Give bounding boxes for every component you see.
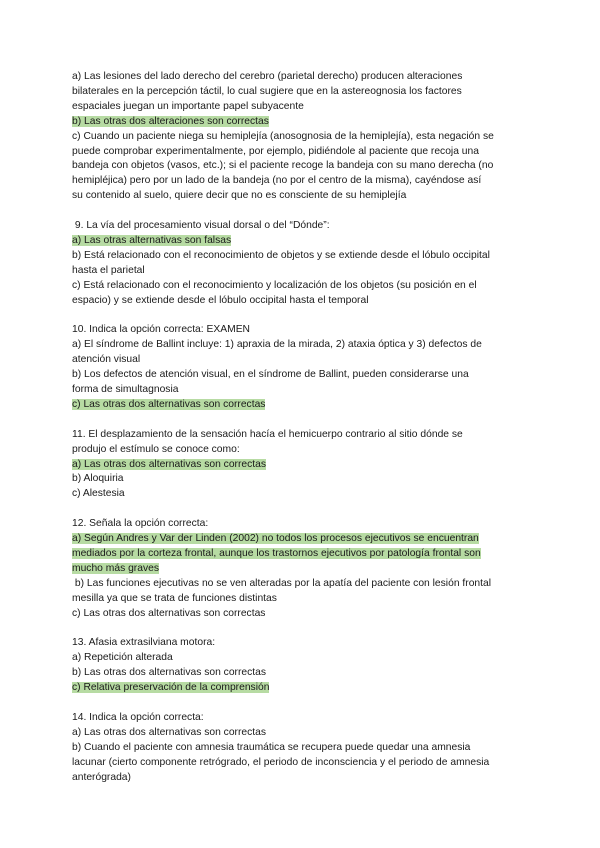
text-line [72,726,532,741]
question-block [72,517,532,621]
text-line [72,85,532,100]
line-text: hasta el parietal [72,264,145,276]
text-line [72,651,532,666]
line-text: a) El síndrome de Ballint incluye: 1) apraxia de la mirada, 2) ataxia óptica y 3) defectos de [72,339,482,351]
line-text: lacunar (cierto componente retrógrado, el periodo de inconsciencia y el periodo de amnesia [72,756,490,768]
correct-answer-highlight: mediados por la corteza frontal, aunque los trastornos ejecutivos por patología frontal son [72,547,481,559]
line-text: b) Aloquiria [72,473,124,485]
highlighted-answer-line [72,532,532,547]
text-line [72,174,532,189]
text-line [72,517,532,532]
correct-answer-highlight: b) Las otras dos alteraciones son correctas [72,115,269,127]
highlighted-answer-line [72,115,532,130]
text-line [72,472,532,487]
correct-answer-highlight: c) Relativa preservación de la comprensión [72,682,270,694]
line-text: su contenido al suelo, quiere decir que no es consciente de su hemiplejía [72,190,407,202]
line-text: b) Cuando el paciente con amnesia traumática se recupera puede quedar una amnesia [72,741,471,753]
line-text: a) Las lesiones del lado derecho del cerebro (parietal derecho) producen alteraciones [72,71,463,82]
text-line [72,264,532,279]
text-line [72,249,532,264]
line-text: b) Está relacionado con el reconocimiento de objetos y se extiende desde el lóbulo occipital [72,249,490,261]
highlighted-answer-line [72,547,532,562]
line-text: c) Está relacionado con el reconocimiento y localización de los objetos (su posición en el [72,279,477,291]
highlighted-answer-line [72,562,532,577]
question-block [72,428,532,503]
question-block [72,323,532,412]
text-line [72,428,532,443]
text-line [72,279,532,294]
line-text: 11. El desplazamiento de la sensación hacía el hemicuerpo contrario al sitio dónde se [72,428,463,440]
text-line [72,592,532,607]
text-line [72,130,532,145]
text-line [72,323,532,338]
correct-answer-highlight: a) Las otras alternativas son falsas [72,234,232,246]
line-text: 13. Afasia extrasilviana motora: [72,637,216,649]
line-text: b) Los defectos de atención visual, en el síndrome de Ballint, pueden considerarse una [72,369,469,381]
line-text: a) Las otras dos alternativas son correctas [72,726,267,738]
highlighted-answer-line [72,458,532,473]
line-text: a) Repetición alterada [72,652,173,664]
line-text: anterógrada) [72,771,131,783]
line-text: bilaterales en la percepción táctil, lo cual sugiere que en la astereognosia los factores [72,85,462,97]
line-text: produjo el estímulo se conoce como: [72,443,240,455]
text-line [72,294,532,309]
text-line [72,353,532,368]
text-line [72,159,532,174]
correct-answer-highlight: c) Las otras dos alternativas son correctas [72,398,266,410]
text-line [72,711,532,726]
text-line [72,741,532,756]
highlighted-answer-line [72,681,532,696]
text-line [72,100,532,115]
highlighted-answer-line [72,398,532,413]
text-line [72,443,532,458]
line-text: hemipléjica) pero por un lado de la bandeja (no por el centro de la misma), cayéndose así [72,175,482,187]
line-text: c) Cuando un paciente niega su hemiplejía (anosognosia de la hemiplejía), esta negación se [72,130,494,142]
line-text: bandeja con objetos (vasos, etc.); si el paciente recoge la bandeja con su mano derecha (no [72,160,494,172]
line-text: 10. Indica la opción correcta: EXAMEN [72,324,250,336]
text-line [72,771,532,786]
text-line [72,577,532,592]
line-text: 12. Señala la opción correcta: [72,518,209,530]
correct-answer-highlight: mucho más graves [72,562,159,574]
text-line [72,368,532,383]
question-block [72,219,532,308]
text-line [72,487,532,502]
line-text: mesilla ya que se trata de funciones distintas [72,592,277,604]
line-text: c) Alestesia [72,488,125,500]
text-line [72,338,532,353]
text-line [72,70,532,85]
line-text: espacio) y se extiende desde el lóbulo occipital hasta el temporal [72,294,369,306]
question-block [72,70,532,204]
text-line [72,756,532,771]
text-line [72,189,532,204]
question-block [72,711,532,786]
line-text: 14. Indica la opción correcta: [72,711,204,723]
text-line [72,383,532,398]
line-text: b) Las otras dos alternativas son correctas [72,667,267,679]
correct-answer-highlight: a) Según Andres y Var der Linden (2002) no todos los procesos ejecutivos se encuentran [72,533,479,545]
text-line [72,666,532,681]
document-body [72,70,532,800]
text-line [72,145,532,160]
line-text: forma de simultagnosia [72,384,179,395]
line-text: puede comprobar experimentalmente, por ejemplo, pidiéndole al paciente que recoja una [72,145,479,157]
text-line [72,607,532,622]
line-text: espaciales juegan un importante papel subyacente [72,100,304,112]
line-text: 9. La vía del procesamiento visual dorsal o del “Dónde”: [72,220,330,232]
line-text: c) Las otras dos alternativas son correctas [72,607,266,619]
text-line [72,636,532,651]
line-text: atención visual [72,354,141,366]
text-line [72,219,532,234]
highlighted-answer-line [72,234,532,249]
correct-answer-highlight: a) Las otras dos alternativas son correctas [72,458,267,470]
line-text: b) Las funciones ejecutivas no se ven alteradas por la apatía del paciente con lesión frontal [72,577,492,589]
question-block [72,636,532,696]
